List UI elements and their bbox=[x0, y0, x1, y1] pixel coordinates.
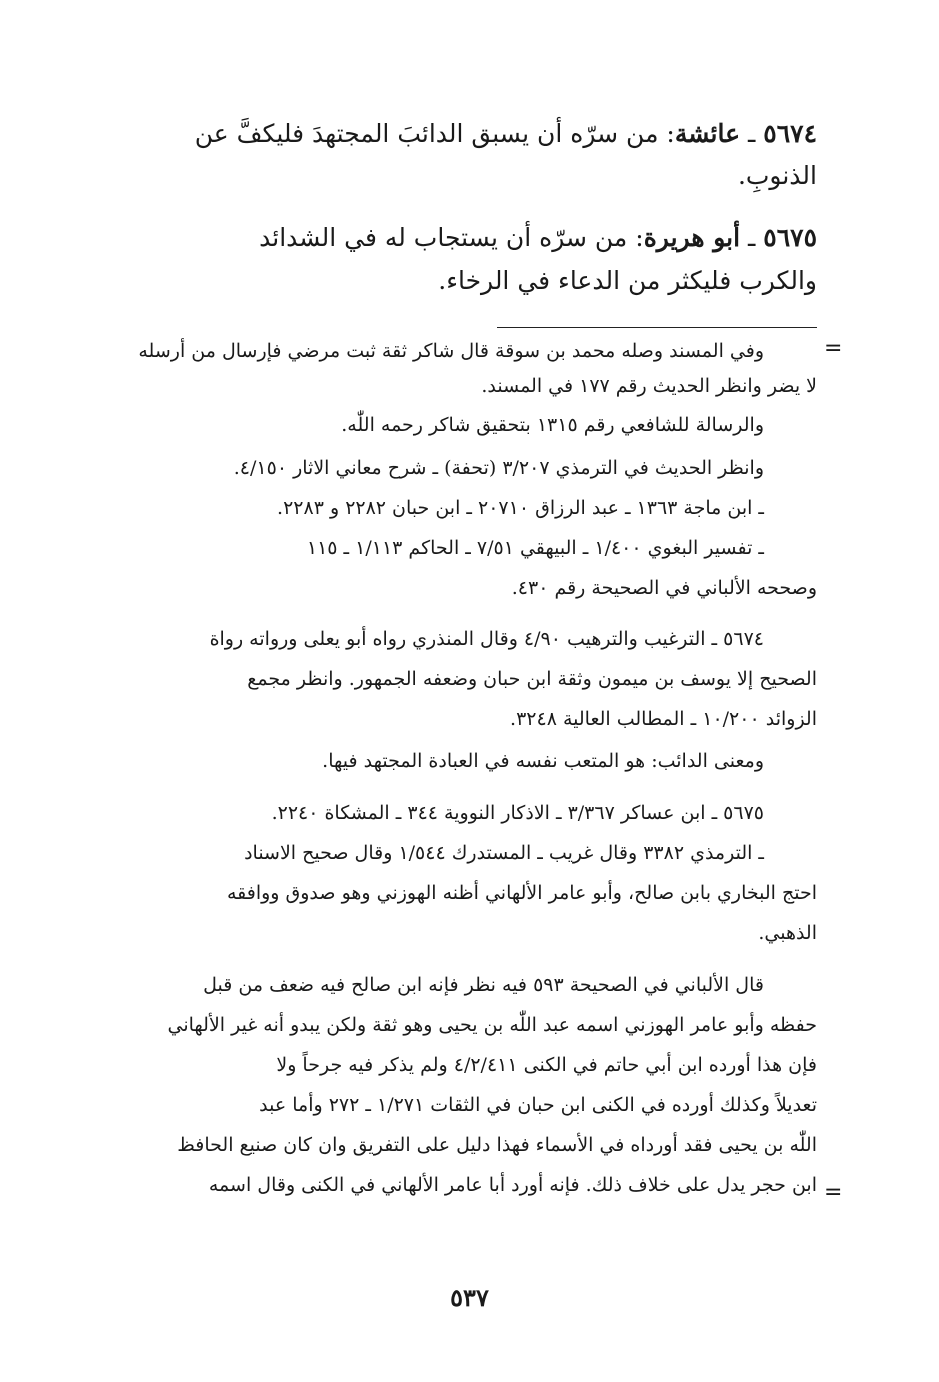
hadith-5674-line-2: الذنوبِ. bbox=[737, 161, 817, 190]
narrator-name: أبو هريرة bbox=[643, 223, 741, 252]
hadith-5675-line-2: والكرب فليكثر من الدعاء في الرخاء. bbox=[438, 266, 817, 295]
footnote-line: وانظر الحديث في الترمذي ٣/٢٠٧ (تحفة) ـ شرح معاني الاثار ٤/١٥٠. bbox=[233, 457, 764, 479]
footnote-line: فإن هذا أورده ابن أبي حاتم في الكنى ٤/٢/٤١١ ولم يذكر فيه جرحاً ولا bbox=[276, 1054, 817, 1076]
continuation-mark-top: = bbox=[824, 336, 843, 361]
hadith-text: : من سرّه أن يستجاب له في الشدائد bbox=[259, 223, 644, 252]
footnote-line: الذهبي. bbox=[758, 922, 817, 944]
footnote-line: ٥٦٧٥ ـ ابن عساكر ٣/٣٦٧ ـ الاذكار النووية ٣٤٤ ـ المشكاة ٢٢٤٠. bbox=[271, 802, 764, 824]
footnote-line: ٥٦٧٤ ـ الترغيب والترهيب ٤/٩٠ وقال المنذري رواه أبو يعلى ورواته رواة bbox=[209, 628, 764, 650]
footnote-line: لا يضر وانظر الحديث رقم ١٧٧ في المسند. bbox=[481, 375, 817, 397]
footnote-line: قال الألباني في الصحيحة ٥٩٣ فيه نظر فإنه ابن صالح فيه ضعف من قبل bbox=[203, 974, 764, 996]
footnote-line: اللّٰه بن يحيى فقد أورداه في الأسماء فهذا دليل على التفريق وان كان صنيع الحافظ bbox=[177, 1134, 817, 1156]
footnote-line: احتج البخاري بابن صالح، وأبو عامر الألهاني أظنه الهوزني وهو صدوق ووافقه bbox=[226, 882, 817, 904]
hadith-5674-line-1: ٥٦٧٤ ـ عائشة: من سرّه أن يسبق الدائبَ المجتهدَ فليكفَّ عن bbox=[194, 119, 817, 148]
continuation-mark-bottom: = bbox=[824, 1180, 843, 1205]
footnote-line: ـ ابن ماجة ١٣٦٣ ـ عبد الرزاق ٢٠٧١٠ ـ ابن حبان ٢٢٨٢ و ٢٢٨٣. bbox=[277, 497, 764, 519]
narrator-name: عائشة bbox=[674, 119, 741, 148]
hadith-5675-line-1: ٥٦٧٥ ـ أبو هريرة: من سرّه أن يستجاب له في الشدائد bbox=[259, 223, 817, 252]
hadith-number: ٥٦٧٥ bbox=[763, 223, 817, 252]
footnote-line: الصحيح إلا يوسف بن ميمون وثقة ابن حبان وضعفه الجمهور. وانظر مجمع bbox=[247, 668, 817, 690]
footnote-line: حفظه وأبو عامر الهوزني اسمه عبد اللّٰه بن يحيى وهو ثقة ولكن يبدو أنه غير الألهاني bbox=[167, 1014, 817, 1036]
footnote-line: ـ الترمذي ٣٣٨٢ وقال غريب ـ المستدرك ١/٥٤٤ وقال صحيح الاسناد bbox=[244, 842, 764, 864]
footnote-line: الزوائد ١٠/٢٠٠ ـ المطالب العالية ٣٢٤٨. bbox=[510, 708, 817, 730]
footnote-line: ـ تفسير البغوي ١/٤٠٠ ـ البيهقي ٧/٥١ ـ الحاكم ١/١١٣ ـ ١١٥ bbox=[306, 537, 764, 559]
footnote-line: وصححه الألباني في الصحيحة رقم ٤٣٠. bbox=[511, 577, 817, 599]
page-number: ٥٣٧ bbox=[450, 1283, 489, 1312]
hadith-text: : من سرّه أن يسبق الدائبَ المجتهدَ فليكفَّ عن bbox=[194, 119, 675, 148]
footnote-line: ومعنى الدائب: هو المتعب نفسه في العبادة المجتهد فيها. bbox=[322, 750, 764, 772]
hadith-number: ٥٦٧٤ bbox=[763, 119, 817, 148]
footnote-separator bbox=[497, 327, 817, 328]
footnote-line: ابن حجر يدل على خلاف ذلك. فإنه أورد أبا عامر الألهاني في الكنى وقال اسمه bbox=[208, 1174, 817, 1196]
footnote-line: والرسالة للشافعي رقم ١٣١٥ بتحقيق شاكر رحمه اللّٰه. bbox=[341, 414, 764, 436]
footnote-line: تعديلاً وكذلك أورده في الكنى ابن حبان في الثقات ١/٢٧١ ـ ٢٧٢ وأما عبد bbox=[259, 1094, 817, 1116]
footnote-line: وفي المسند وصله محمد بن سوقة قال شاكر ثقة ثبت مرضي فإرسال من أرسله bbox=[138, 340, 764, 362]
